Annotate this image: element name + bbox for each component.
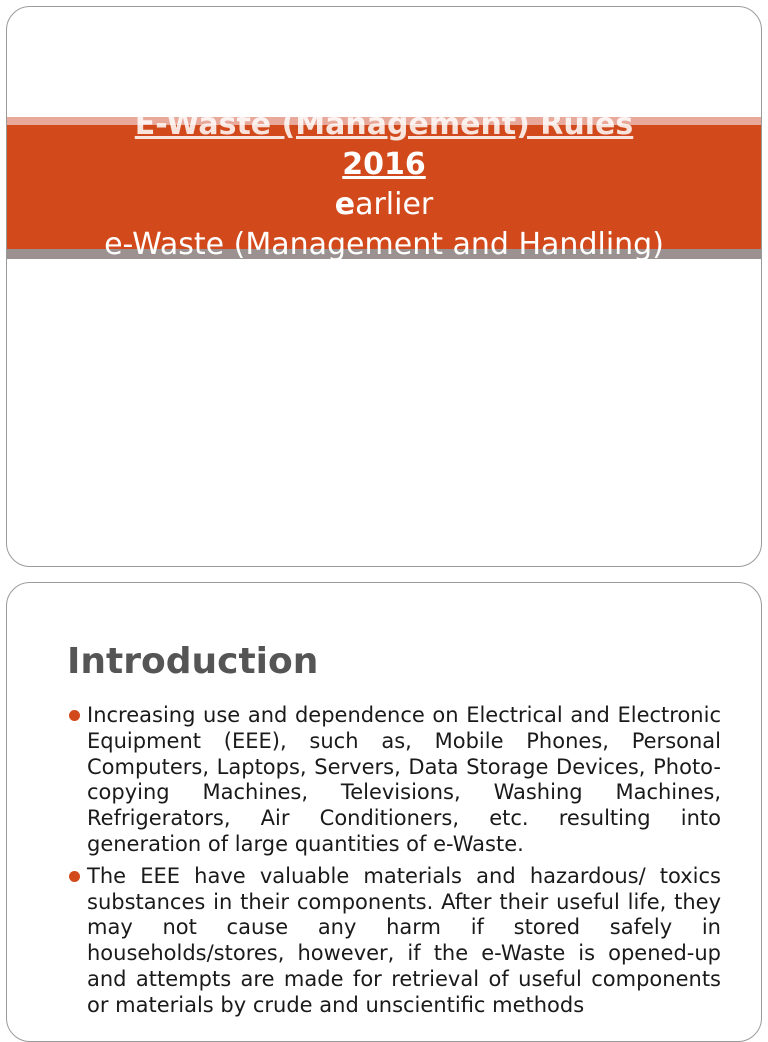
bullet-dot-icon — [69, 710, 80, 721]
introduction-slide — [6, 582, 762, 1042]
bullet-item — [67, 864, 721, 1019]
title-old-rules: e-Waste (Management and Handling) — [104, 227, 664, 262]
slide-title — [7, 105, 761, 302]
bullet-text: Increasing use and dependence on Electrical and Electronic Equipment (EEE), such as, Mobile Phones, Personal Computers, Laptops, Servers, Data Storage Devices, Photo-copying Machines, Televisions, Washing Machines, Refrigerators, Air Conditioners, etc. resulting into generation of large quantities of e-Waste. — [87, 703, 721, 856]
bullet-text: The EEE have valuable materials and hazardous/ toxics substances in their components. After their useful life, they may not cause any harm if stored safely in households/stores, however, if the e-Waste is opened-up and attempts are made for retrieval of useful components or materials by crude and unscientific methods — [87, 863, 721, 1017]
title-old-rules-year: Rules, 2011 — [295, 267, 473, 302]
bullet-list — [67, 703, 721, 1025]
title-area — [7, 107, 761, 302]
title-earlier — [7, 185, 761, 225]
bullet-dot-icon — [69, 871, 80, 882]
bullet-item — [67, 703, 721, 858]
title-earlier-rest: arlier — [355, 187, 434, 222]
slide-heading: Introduction — [67, 641, 319, 682]
title-year: 2016 — [342, 147, 426, 182]
title-slide — [6, 6, 762, 567]
title-rules-name: E-Waste (Management) Rules — [134, 107, 634, 142]
title-earlier-first: e — [334, 187, 356, 222]
